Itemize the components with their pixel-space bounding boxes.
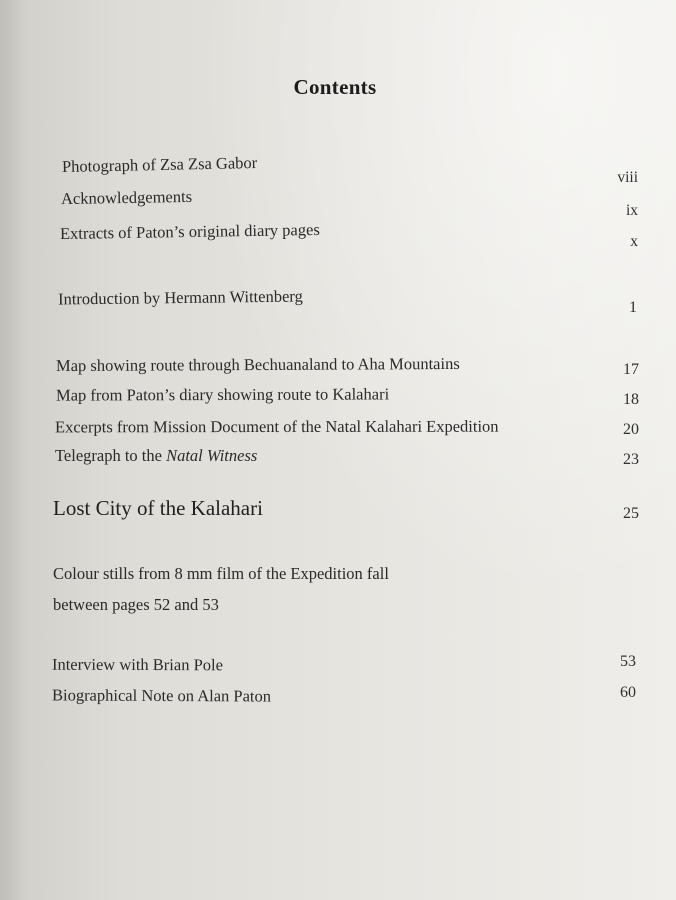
- toc-page-map-bechuanaland: 17: [623, 361, 639, 378]
- toc-page-biographical-note: 60: [620, 684, 636, 701]
- toc-entry-interview: Interview with Brian Pole: [51, 654, 223, 675]
- toc-entry-map-diary: Map from Paton’s diary showing route to Kalahari: [55, 384, 390, 405]
- page-gutter-shadow: [0, 0, 28, 900]
- toc-entry-map-bechuanaland: Map showing route through Bechuanaland to Aha Mountains: [55, 353, 460, 376]
- toc-entry-colour-stills-line2: between pages 52 and 53: [53, 595, 219, 614]
- toc-page-acknowledgements: ix: [625, 202, 638, 219]
- toc-page-mission-document: 20: [623, 421, 639, 438]
- toc-page-introduction: 1: [629, 299, 637, 316]
- toc-page-telegraph: 23: [623, 451, 639, 468]
- toc-entry-biographical-note: Biographical Note on Alan Paton: [51, 685, 272, 706]
- toc-page-photograph: viii: [617, 169, 638, 186]
- toc-entry-lost-city: Lost City of the Kalahari: [53, 496, 263, 520]
- contents-title: Contents: [293, 75, 377, 99]
- toc-entry-telegraph-italic: Natal Witness: [166, 446, 258, 465]
- toc-page-map-diary: 18: [623, 391, 639, 408]
- toc-entry-introduction: Introduction by Hermann Wittenberg: [57, 286, 303, 309]
- toc-entry-telegraph-prefix: Telegraph to the: [55, 446, 162, 465]
- toc-page-diary-extracts: x: [630, 233, 638, 250]
- toc-entry-mission-document: Excerpts from Mission Document of the Natal Kalahari Expedition: [54, 416, 499, 437]
- toc-entry-photograph: Photograph of Zsa Zsa Gabor: [61, 152, 258, 177]
- toc-page-lost-city: 25: [623, 505, 639, 522]
- toc-page-interview: 53: [620, 653, 636, 670]
- toc-entry-colour-stills-line1: Colour stills from 8 mm film of the Expedition fall: [53, 564, 389, 583]
- toc-entry-acknowledgements: Acknowledgements: [60, 186, 193, 209]
- toc-entry-telegraph: [55, 447, 257, 465]
- toc-entry-diary-extracts: Extracts of Paton’s original diary pages: [59, 219, 320, 244]
